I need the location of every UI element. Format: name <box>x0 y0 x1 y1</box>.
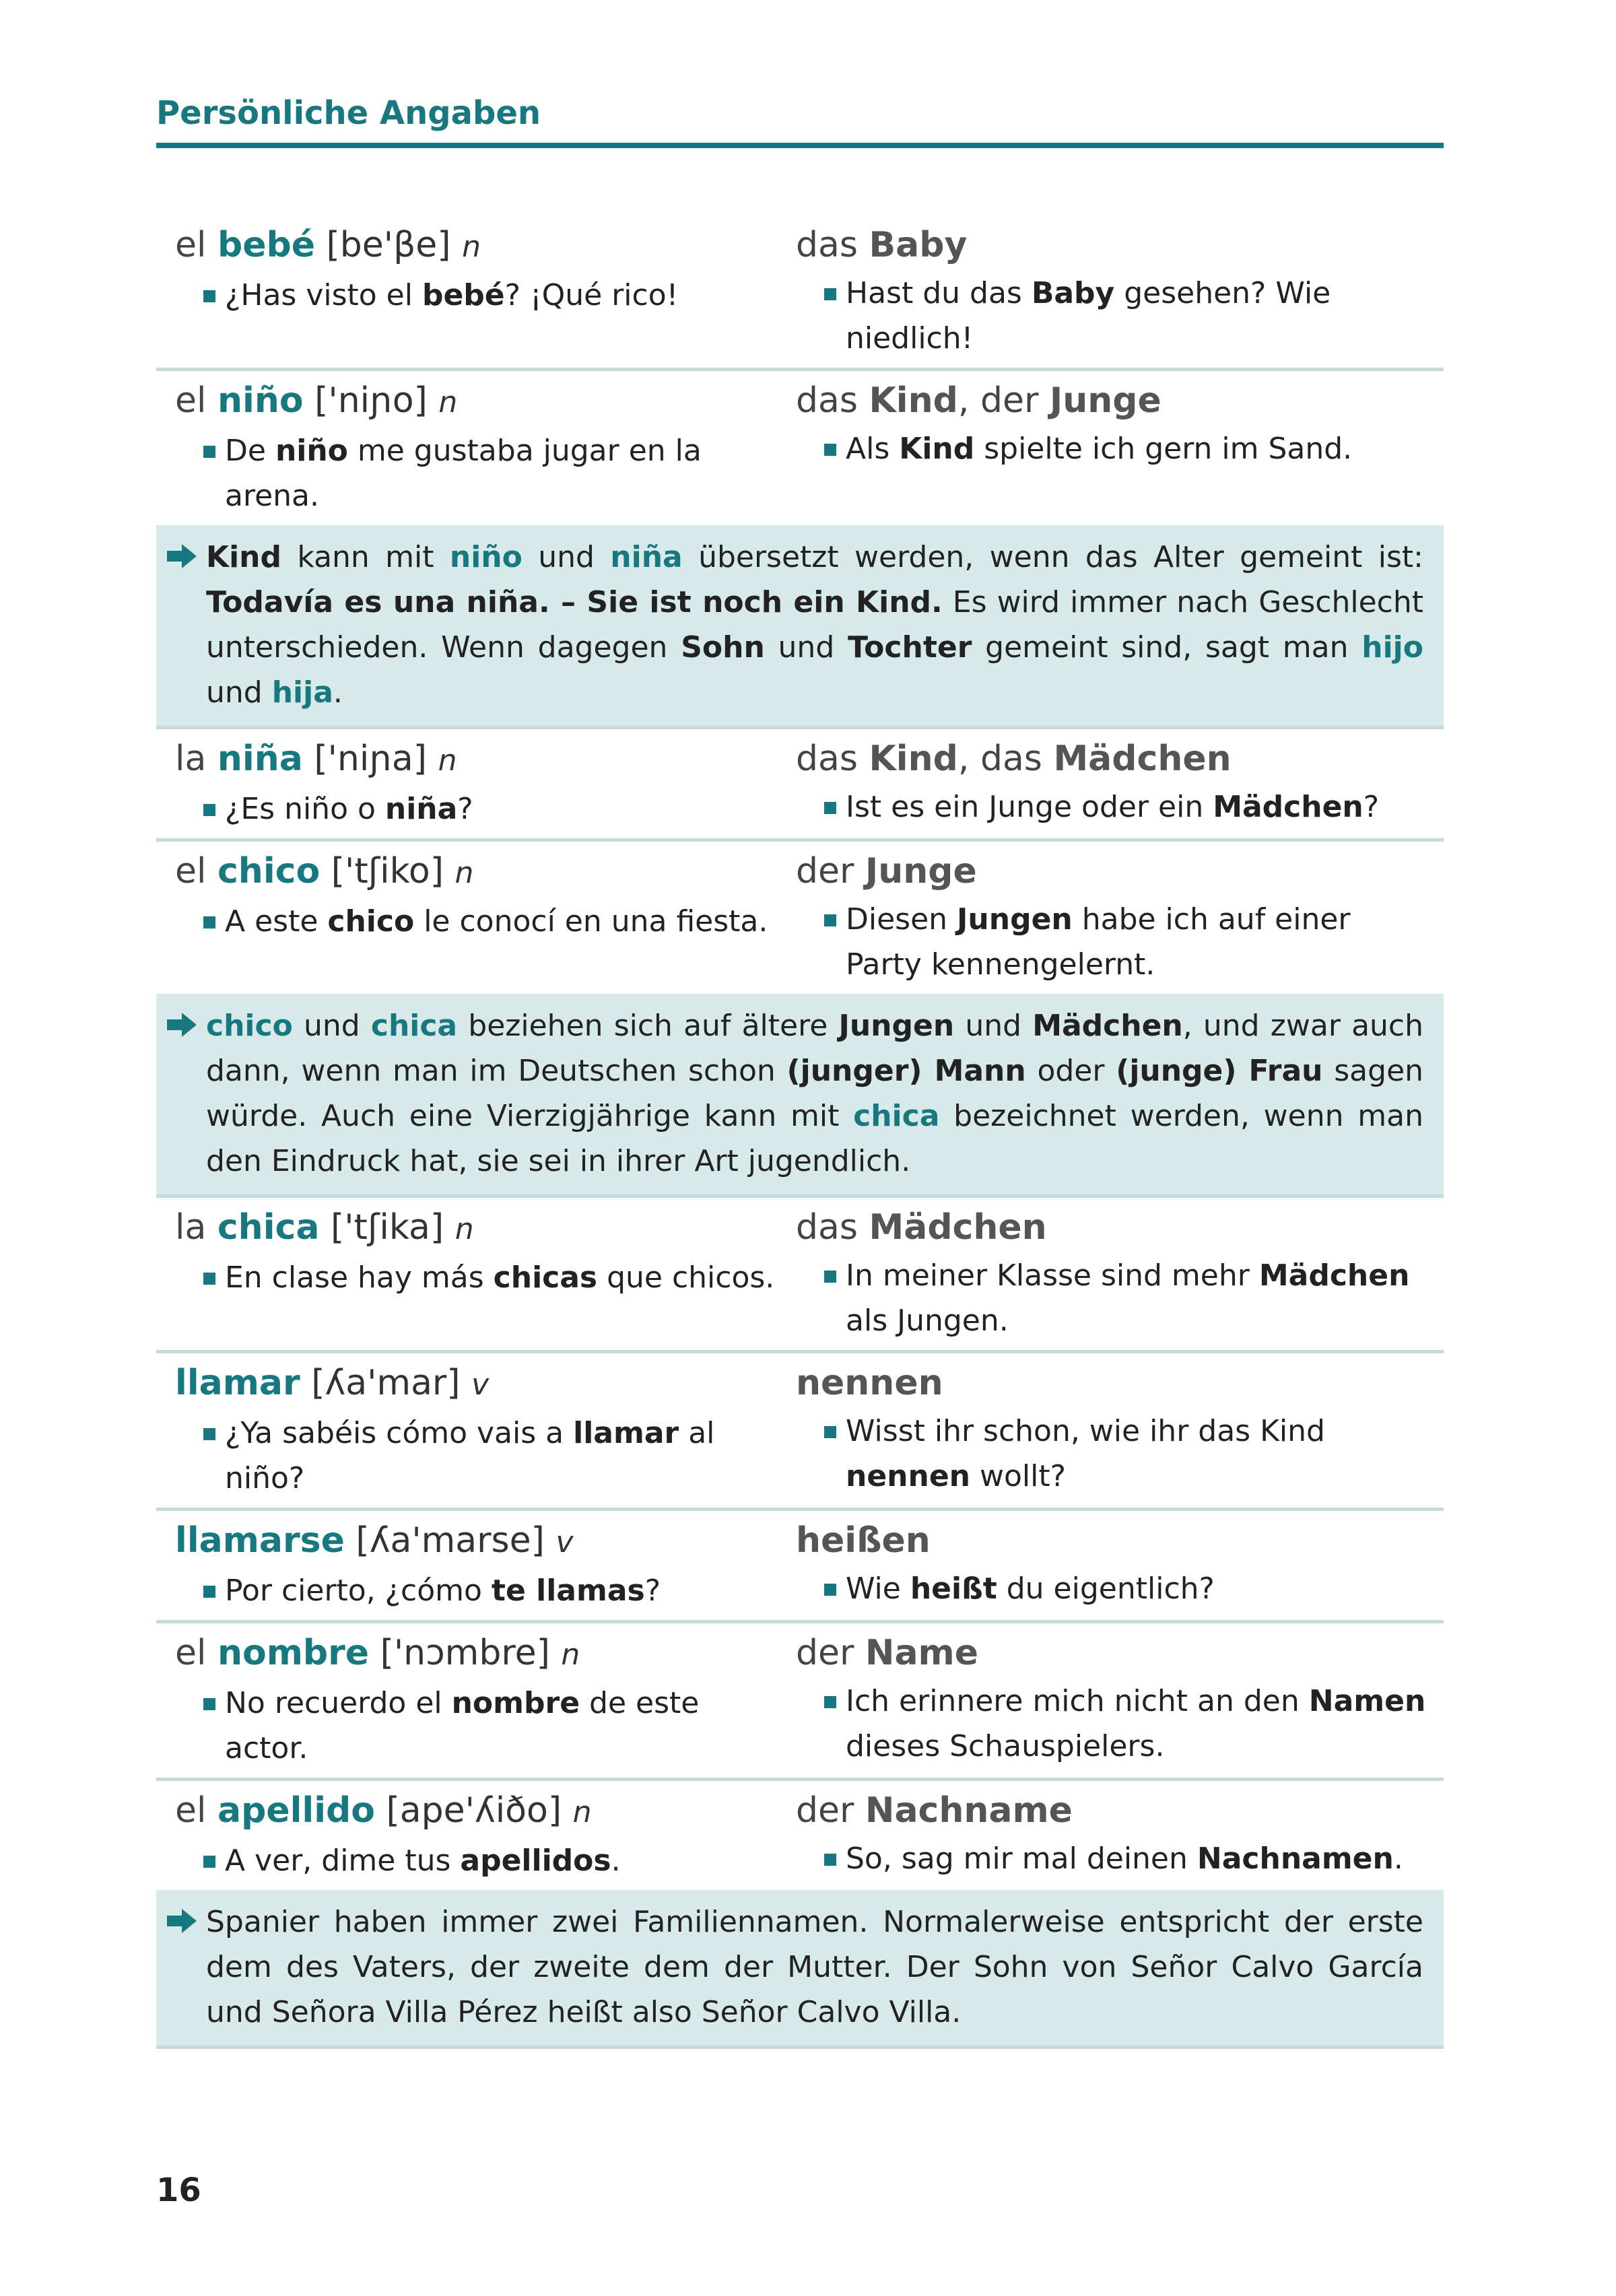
pronunciation: [ʎa'marse] <box>356 1520 545 1561</box>
lemma: niña <box>217 739 303 779</box>
part-of-speech: n <box>561 1637 580 1672</box>
lemma: niño <box>217 380 304 421</box>
article: la <box>175 1207 207 1248</box>
example-keyword: te llamas <box>491 1574 645 1608</box>
article: das <box>796 739 858 779</box>
translation <box>796 733 1430 784</box>
german-column <box>796 1202 1444 1343</box>
entry-llamar <box>156 1353 1444 1511</box>
example-translation <box>796 784 1430 830</box>
example-keyword: chicas <box>493 1260 598 1295</box>
example-keyword: chico <box>327 904 415 939</box>
example-translation <box>796 1409 1430 1499</box>
example-text: ? <box>457 792 473 826</box>
example-sentence <box>175 428 782 518</box>
example-text: Hast du das <box>846 276 1032 310</box>
article: el <box>175 1790 207 1831</box>
article: der <box>796 851 854 891</box>
entry-llamarse <box>156 1511 1444 1623</box>
entry-bebe <box>156 215 1444 371</box>
headword <box>175 846 782 899</box>
note-keyword: Sohn <box>681 630 765 665</box>
german-column <box>796 1357 1444 1501</box>
entry-apellido <box>156 1781 1444 1890</box>
example-text: Wie <box>846 1572 910 1606</box>
square-bullet-icon <box>824 1271 836 1283</box>
note-text: oder <box>1025 1054 1116 1088</box>
lemma: Junge <box>1049 380 1162 421</box>
article: el <box>175 851 207 891</box>
note-spanish-term: niño <box>449 540 523 574</box>
note-spanish-term: niña <box>610 540 683 574</box>
lemma: heißen <box>796 1520 931 1561</box>
usage-note <box>156 525 1444 729</box>
pronunciation: [be'βe] <box>326 225 451 265</box>
german-column <box>796 1785 1444 1883</box>
translation <box>796 1357 1430 1409</box>
example-text: le conocí en una fiesta. <box>414 904 768 939</box>
note-spanish-term: chica <box>853 1099 940 1133</box>
german-column <box>796 220 1444 361</box>
square-bullet-icon <box>824 288 836 300</box>
square-bullet-icon <box>824 1696 836 1708</box>
note-text: und <box>292 1009 371 1043</box>
lemma: Kind <box>869 739 958 779</box>
entry-nombre <box>156 1623 1444 1781</box>
example-text: ? <box>1363 790 1380 824</box>
example-text: Por cierto, ¿cómo <box>225 1574 492 1608</box>
entry-chica <box>156 1198 1444 1353</box>
note-text: kann mit <box>281 540 450 574</box>
example-translation <box>796 1836 1430 1881</box>
german-column <box>796 1515 1444 1613</box>
separator: , <box>957 739 980 779</box>
spanish-column <box>156 1515 796 1613</box>
lemma: chica <box>217 1207 320 1248</box>
example-keyword: Mädchen <box>1258 1258 1410 1293</box>
note-text: . <box>333 675 343 710</box>
square-bullet-icon <box>824 1854 836 1866</box>
part-of-speech: n <box>454 1212 474 1246</box>
article: das <box>796 225 858 265</box>
example-keyword: niño <box>275 434 348 468</box>
usage-note <box>156 1890 1444 2049</box>
translation <box>796 1785 1430 1836</box>
entry-nino <box>156 371 1444 525</box>
example-keyword: Kind <box>899 432 975 466</box>
example-keyword: Mädchen <box>1213 790 1364 824</box>
example-text: du eigentlich? <box>997 1572 1215 1606</box>
square-bullet-icon <box>203 804 215 816</box>
example-text: me gustaba jugar en la arena. <box>225 434 702 513</box>
vocabulary-list <box>156 215 1444 2049</box>
german-column <box>796 846 1444 987</box>
part-of-speech: v <box>471 1368 490 1402</box>
spanish-column <box>156 375 796 518</box>
example-text: . <box>1393 1842 1403 1876</box>
square-bullet-icon <box>203 1698 215 1710</box>
example-translation <box>796 271 1430 361</box>
example-keyword: nombre <box>451 1686 580 1720</box>
example-keyword: niña <box>384 792 458 826</box>
note-text: , und zwar auch dann, wenn man im Deutschen schon <box>206 1009 1423 1088</box>
example-text: ¿Es niño o <box>225 792 385 826</box>
example-text: gesehen? Wie niedlich! <box>846 276 1331 356</box>
example-keyword: Nachnamen <box>1197 1842 1394 1876</box>
example-sentence <box>175 786 782 832</box>
example-sentence <box>175 1411 782 1501</box>
example-keyword: nennen <box>846 1459 970 1493</box>
lemma: bebé <box>217 225 315 265</box>
headword <box>175 375 782 428</box>
example-translation <box>796 1679 1430 1769</box>
example-text: spielte ich gern im Sand. <box>974 432 1353 466</box>
german-column <box>796 1627 1444 1771</box>
square-bullet-icon <box>203 290 215 302</box>
example-sentence <box>175 1838 782 1883</box>
example-keyword: heißt <box>910 1572 997 1606</box>
note-spanish-term: chica <box>370 1009 458 1043</box>
spanish-column <box>156 1202 796 1343</box>
lemma: llamarse <box>175 1520 345 1561</box>
note-text: bezeichnet werden, wenn man den Eindruck hat, sie sei in ihrer Art jugendlich. <box>206 1099 1423 1178</box>
example-keyword: llamar <box>573 1416 679 1450</box>
spanish-column <box>156 1627 796 1771</box>
note-keyword: (junge) Frau <box>1116 1054 1323 1088</box>
square-bullet-icon <box>824 444 836 456</box>
header-rule <box>156 143 1444 148</box>
pronunciation: ['niɲo] <box>314 380 428 421</box>
note-text: sagen würde. Auch eine Vierzigjährige kann mit <box>206 1054 1424 1133</box>
square-bullet-icon <box>203 1273 215 1285</box>
spanish-column <box>156 220 796 361</box>
translation <box>796 220 1430 271</box>
translation <box>796 1515 1430 1566</box>
translation <box>796 1627 1430 1679</box>
article: das <box>980 739 1042 779</box>
note-keyword: Kind <box>206 540 281 574</box>
example-sentence <box>175 273 782 318</box>
example-keyword: Jungen <box>957 902 1073 937</box>
usage-note <box>156 994 1444 1198</box>
spanish-column <box>156 733 796 832</box>
square-bullet-icon <box>203 1586 215 1598</box>
part-of-speech: n <box>462 230 481 264</box>
entry-chico <box>156 842 1444 994</box>
note-text: übersetzt werden, wenn das Alter gemeint ist: <box>682 540 1423 574</box>
lemma: Mädchen <box>869 1207 1047 1248</box>
article: der <box>980 380 1039 421</box>
example-text: wollt? <box>970 1459 1066 1493</box>
lemma: nombre <box>217 1633 370 1673</box>
example-text: Als <box>846 432 900 466</box>
square-bullet-icon <box>824 802 836 814</box>
arrow-right-icon <box>166 543 198 570</box>
note-text: Es wird immer nach Geschlecht unterschieden. Wenn dagegen <box>206 585 1423 665</box>
note-example: Todavía es una niña. – Sie ist noch ein Kind. <box>206 585 943 619</box>
example-text: de este actor. <box>225 1686 700 1765</box>
spanish-column <box>156 846 796 987</box>
pronunciation: [ape'ʎiðo] <box>386 1790 562 1831</box>
note-keyword: Jungen <box>838 1009 955 1043</box>
lemma: nennen <box>796 1363 943 1403</box>
translation <box>796 846 1430 897</box>
note-text: gemeint sind, sagt man <box>972 630 1362 665</box>
note-text: und <box>206 675 272 710</box>
example-keyword: Namen <box>1308 1684 1426 1718</box>
example-text: als Jungen. <box>846 1304 1009 1338</box>
article: el <box>175 1633 207 1673</box>
example-text: habe ich auf einer Party kennengelernt. <box>846 902 1351 982</box>
note-spanish-term: hijo <box>1361 630 1423 665</box>
lemma: apellido <box>217 1790 375 1831</box>
example-sentence <box>175 1255 782 1300</box>
spanish-column <box>156 1785 796 1883</box>
article: el <box>175 225 207 265</box>
square-bullet-icon <box>824 914 836 926</box>
square-bullet-icon <box>203 1856 215 1868</box>
german-column <box>796 733 1444 832</box>
article: der <box>796 1790 854 1831</box>
note-text: und <box>764 630 848 665</box>
headword <box>175 220 782 273</box>
example-text: Ist es ein Junge oder ein <box>846 790 1213 824</box>
headword <box>175 1627 782 1681</box>
entry-nina <box>156 729 1444 842</box>
article: das <box>796 1207 858 1248</box>
example-text: Diesen <box>846 902 957 937</box>
note-spanish-term: chico <box>206 1009 293 1043</box>
page-title: Persönliche Angaben <box>156 94 541 132</box>
article: la <box>175 739 207 779</box>
headword <box>175 733 782 786</box>
lemma: Name <box>865 1633 978 1673</box>
part-of-speech: n <box>454 856 474 890</box>
note-keyword: Tochter <box>848 630 972 665</box>
example-sentence <box>175 1681 782 1771</box>
note-text: und <box>954 1009 1033 1043</box>
example-keyword: Baby <box>1031 276 1115 310</box>
example-translation <box>796 426 1430 471</box>
arrow-right-icon <box>166 1011 198 1038</box>
example-text: dieses Schauspielers. <box>846 1729 1165 1763</box>
note-keyword: (junger) Mann <box>786 1054 1026 1088</box>
part-of-speech: n <box>438 385 458 419</box>
article: das <box>796 380 858 421</box>
pronunciation: ['tʃiko] <box>331 851 444 891</box>
square-bullet-icon <box>824 1426 836 1438</box>
part-of-speech: n <box>572 1795 592 1829</box>
article: el <box>175 380 207 421</box>
part-of-speech: v <box>556 1525 574 1559</box>
headword <box>175 1785 782 1838</box>
note-text: und <box>522 540 611 574</box>
example-keyword: bebé <box>422 278 505 312</box>
example-text: ? <box>644 1574 661 1608</box>
german-column <box>796 375 1444 518</box>
example-keyword: apellidos <box>460 1844 611 1878</box>
note-text: beziehen sich auf ältere <box>457 1009 839 1043</box>
example-text: A este <box>225 904 328 939</box>
example-text: que chicos. <box>597 1260 775 1295</box>
note-spanish-term: hija <box>271 675 333 710</box>
arrow-right-icon <box>166 1907 198 1934</box>
example-text: al niño? <box>225 1416 715 1495</box>
example-text: So, sag mir mal deinen <box>846 1842 1197 1876</box>
pronunciation: ['niɲa] <box>314 739 428 779</box>
example-text: Wisst ihr schon, wie ihr das Kind <box>846 1414 1325 1448</box>
example-sentence <box>175 899 782 944</box>
example-translation <box>796 1566 1430 1611</box>
example-text: . <box>611 1844 621 1878</box>
translation <box>796 375 1430 426</box>
headword <box>175 1515 782 1568</box>
example-text: A ver, dime tus <box>225 1844 461 1878</box>
article: der <box>796 1633 854 1673</box>
lemma: Mädchen <box>1053 739 1232 779</box>
page-number: 16 <box>156 2171 201 2209</box>
lemma: Kind <box>869 380 958 421</box>
pronunciation: [ʎa'mar] <box>311 1363 461 1403</box>
spanish-column <box>156 1357 796 1501</box>
square-bullet-icon <box>824 1584 836 1596</box>
example-text: ? ¡Qué rico! <box>504 278 679 312</box>
example-translation <box>796 1253 1430 1343</box>
lemma: Nachname <box>865 1790 1073 1831</box>
note-keyword: Mädchen <box>1032 1009 1183 1043</box>
example-text: En clase hay más <box>225 1260 494 1295</box>
example-text: Ich erinnere mich nicht an den <box>846 1684 1309 1718</box>
note-text: Spanier haben immer zwei Familiennamen. Normalerweise entspricht der erste dem des Vaters, der zweite dem der Mutter. Der Sohn von Señor Calvo García und Señora Villa Pérez heißt also Señor Calvo Villa. <box>206 1905 1423 2029</box>
example-text: ¿Ya sabéis cómo vais a <box>225 1416 574 1450</box>
lemma: Junge <box>865 851 977 891</box>
example-text: ¿Has visto el <box>225 278 422 312</box>
lemma: Baby <box>869 225 968 265</box>
example-text: No recuerdo el <box>225 1686 452 1720</box>
example-text: In meiner Klasse sind mehr <box>846 1258 1259 1293</box>
lemma: llamar <box>175 1363 300 1403</box>
lemma: chico <box>217 851 321 891</box>
headword <box>175 1202 782 1255</box>
example-text: De <box>225 434 275 468</box>
example-sentence <box>175 1568 782 1613</box>
headword <box>175 1357 782 1411</box>
pronunciation: ['nɔmbre] <box>380 1633 550 1673</box>
example-translation <box>796 897 1430 987</box>
separator: , <box>957 380 980 421</box>
pronunciation: ['tʃika] <box>330 1207 444 1248</box>
part-of-speech: n <box>438 743 457 778</box>
square-bullet-icon <box>203 916 215 928</box>
square-bullet-icon <box>203 1428 215 1440</box>
square-bullet-icon <box>203 446 215 458</box>
translation <box>796 1202 1430 1253</box>
